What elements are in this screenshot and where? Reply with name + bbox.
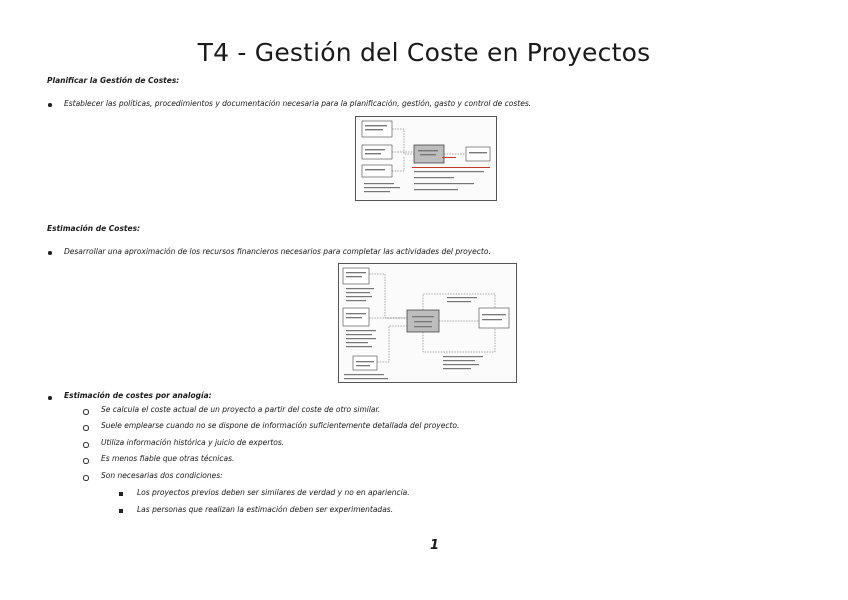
bullet-circle [83,425,89,431]
analogy-item: Se calcula el coste actual de un proyecto a partir del coste de otro similar. [101,405,381,414]
analogy-heading: Estimación de costes por analogía: [64,391,212,400]
analogy-subitem: Los proyectos previos deben ser similares de verdad y no en apariencia. [137,488,410,497]
bullet-square [119,492,123,496]
bullet-text-plan-costs: Establecer las políticas, procedimientos y documentación necesaria para la planificación, gestión, gasto y control de costes. [64,99,532,108]
analogy-item: Suele emplearse cuando no se dispone de información suficientemente detallada del proyecto. [101,421,460,430]
analogy-item: Es menos fiable que otras técnicas. [101,454,235,463]
analogy-subitem: Las personas que realizan la estimación deben ser experimentadas. [137,505,394,514]
analogy-item: Utiliza información histórica y juicio de expertos. [101,438,285,447]
bullet-dot [48,103,52,107]
bullet-circle [83,475,89,481]
plan-costs-process-diagram [355,116,497,201]
bullet-circle [83,409,89,415]
analogy-item: Son necesarias dos condiciones: [101,471,223,480]
bullet-square [119,509,123,513]
bullet-circle [83,458,89,464]
bullet-dot [48,251,52,255]
bullet-text-estimate-costs: Desarrollar una aproximación de los recursos financieros necesarios para completar las actividades del proyecto. [64,247,491,256]
page-title: T4 - Gestión del Coste en Proyectos [197,38,651,67]
section-heading-estimate-costs: Estimación de Costes: [47,224,141,233]
section-heading-plan-costs: Planificar la Gestión de Costes: [47,76,180,85]
page-number: 1 [430,538,440,553]
bullet-circle [83,442,89,448]
bullet-dot [48,396,52,400]
estimate-costs-process-diagram [338,263,517,383]
